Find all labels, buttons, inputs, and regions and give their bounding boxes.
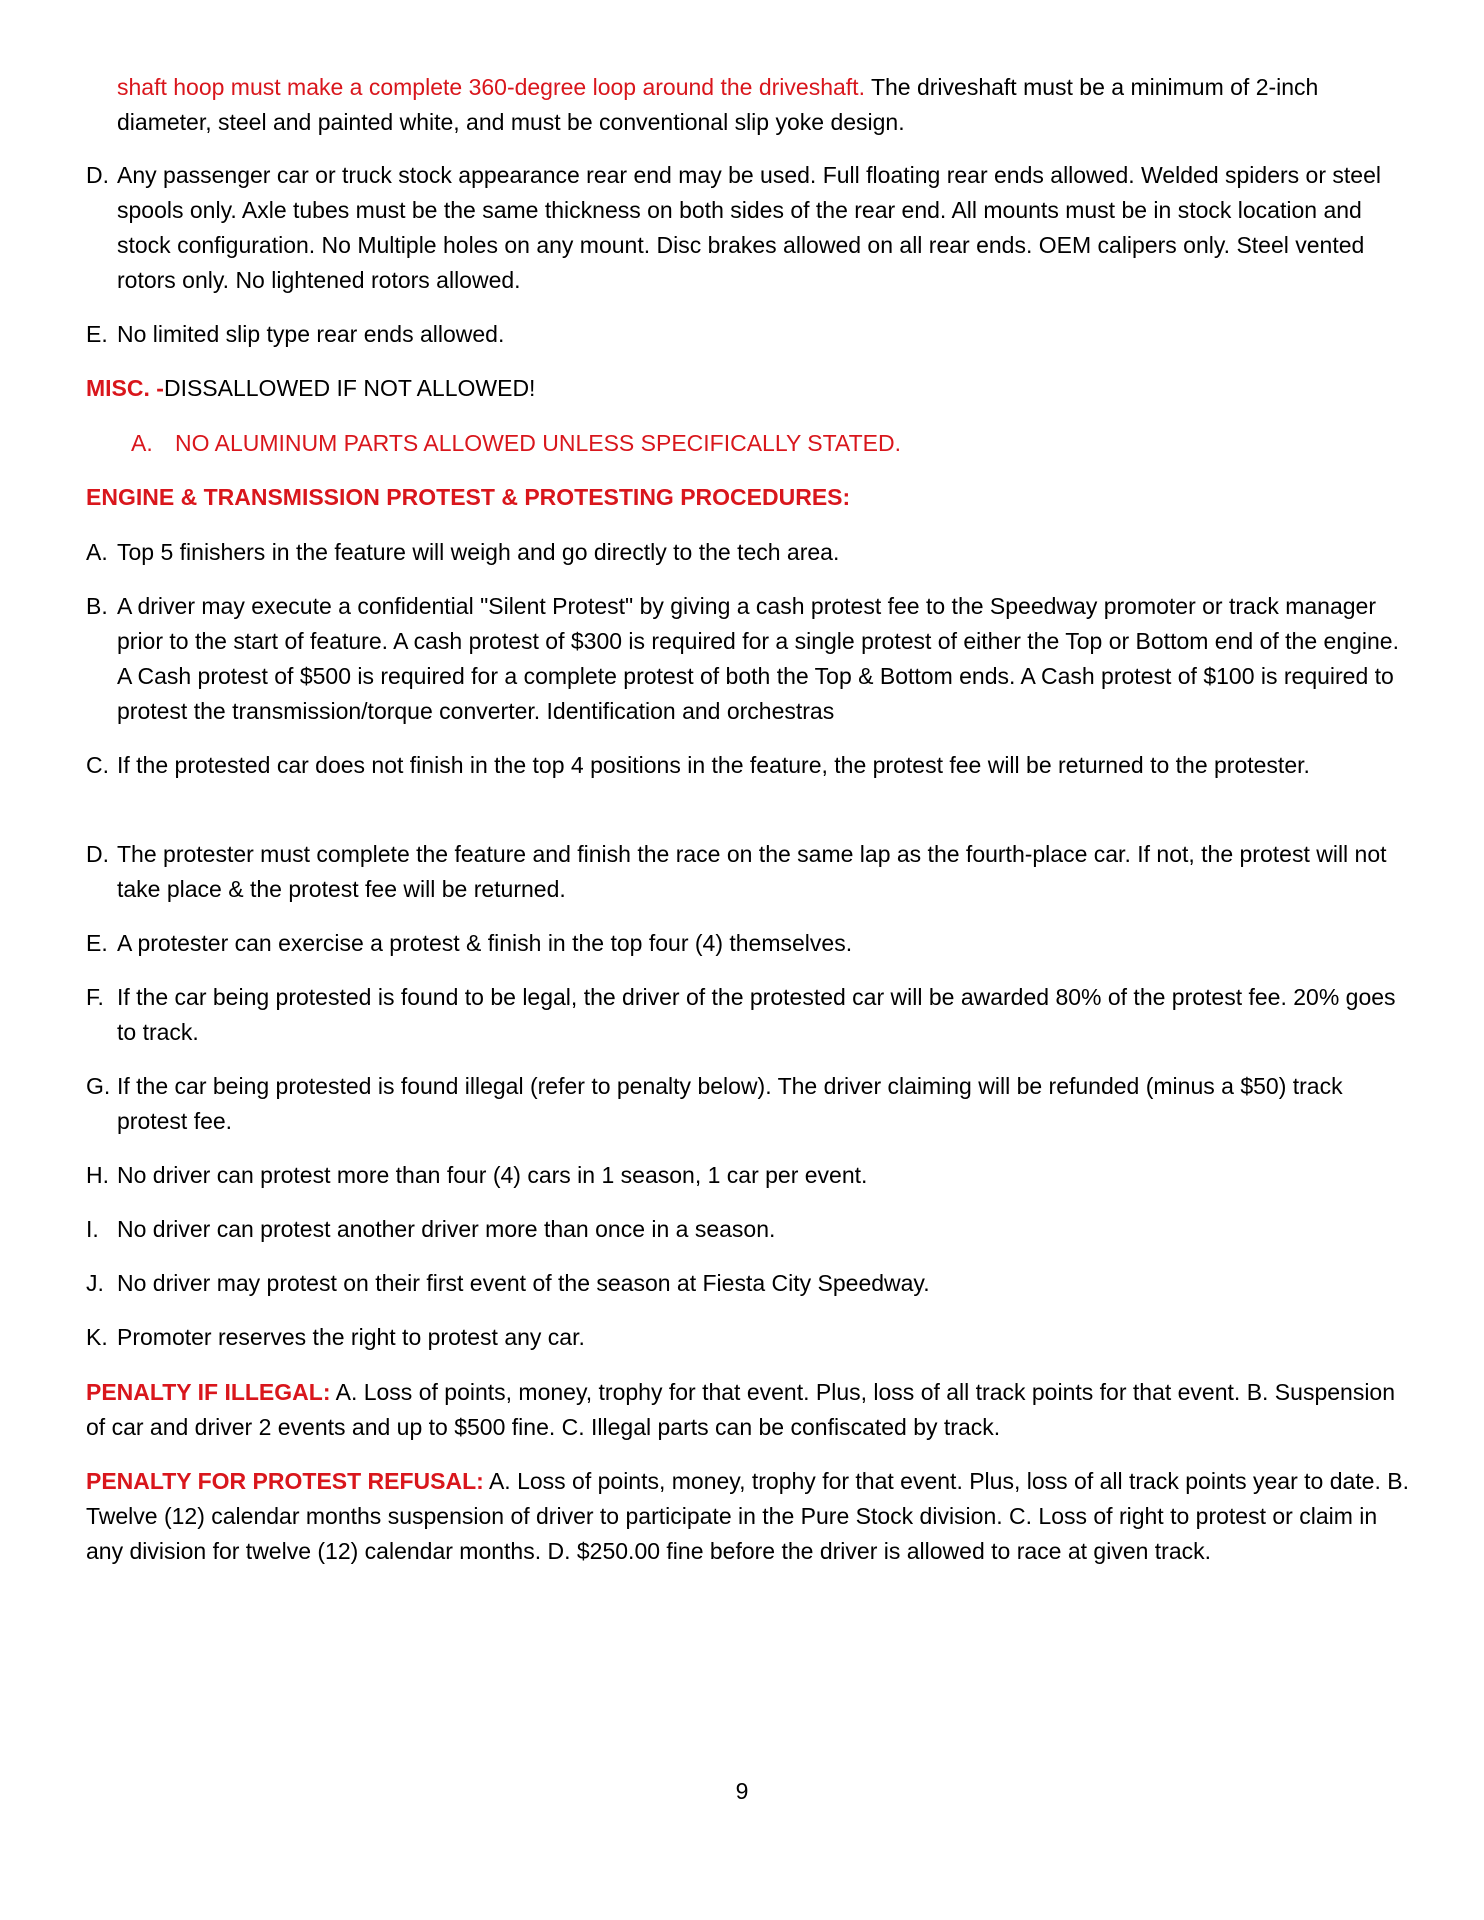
item-text: A driver may execute a confidential "Silent Protest" by giving a cash protest fee to the Speedway promoter or track manager prior to the start of feature. A cash protest of $300 is required for a single protest of either the Top or Bottom end of the engine. A Cash protest of $500 is required for a complete protest of both the Top & Bottom ends. A Cash protest of $100 is required to protest the transmission/torque converter. Identification and orchestras — [117, 593, 1399, 724]
item-text: The protester must complete the feature and finish the race on the same lap as the fourth-place car. If not, the protest will not take place & the protest fee will be returned. — [117, 841, 1387, 902]
protest-item-i — [86, 1212, 1406, 1247]
item-letter: B. — [86, 593, 108, 619]
protest-item-j — [86, 1266, 1406, 1301]
item-text: Promoter reserves the right to protest any car. — [117, 1324, 585, 1350]
item-text: If the protested car does not finish in the top 4 positions in the feature, the protest fee will be returned to the protester. — [117, 752, 1310, 778]
item-letter: E. — [86, 321, 108, 347]
item-letter: A. — [86, 539, 108, 565]
item-text: A protester can exercise a protest & finish in the top four (4) themselves. — [117, 930, 853, 956]
rear-end-item-d — [86, 158, 1406, 298]
item-text: If the car being protested is found illegal (refer to penalty below). The driver claiming will be refunded (minus a $50) track protest fee. — [117, 1073, 1343, 1134]
item-letter: G. — [86, 1073, 111, 1099]
item-letter: E. — [86, 930, 108, 956]
penalty-illegal-paragraph — [86, 1375, 1416, 1445]
item-letter: H. — [86, 1162, 109, 1188]
protest-item-h — [86, 1158, 1406, 1193]
item-text: No driver may protest on their first event of the season at Fiesta City Speedway. — [117, 1270, 930, 1296]
item-text: If the car being protested is found to be legal, the driver of the protested car will be awarded 80% of the protest fee. 20% goes to track. — [117, 984, 1396, 1045]
protest-item-c — [86, 748, 1406, 783]
misc-sub-item — [131, 426, 1331, 461]
item-text: Top 5 finishers in the feature will weigh and go directly to the tech area. — [117, 539, 840, 565]
protest-item-g — [86, 1069, 1406, 1139]
protest-item-f — [86, 980, 1406, 1050]
misc-heading — [86, 371, 1406, 406]
misc-sub-text: NO ALUMINUM PARTS ALLOWED UNLESS SPECIFICALLY STATED. — [175, 430, 901, 456]
protest-item-b — [86, 589, 1406, 729]
protest-item-e — [86, 926, 1406, 961]
item-text: No driver can protest another driver more than once in a season. — [117, 1216, 776, 1242]
misc-label: MISC. - — [86, 375, 164, 401]
page-number: 9 — [735, 1778, 749, 1804]
protest-item-k — [86, 1320, 1406, 1355]
protest-heading: ENGINE & TRANSMISSION PROTEST & PROTESTING PROCEDURES: — [86, 484, 851, 510]
item-text: No driver can protest more than four (4) cars in 1 season, 1 car per event. — [117, 1162, 868, 1188]
penalty-illegal-label: PENALTY IF ILLEGAL: — [86, 1379, 331, 1405]
continuation-paragraph — [117, 70, 1377, 140]
item-letter: K. — [86, 1324, 108, 1350]
protest-item-a — [86, 535, 1406, 570]
item-letter: J. — [86, 1270, 104, 1296]
continuation-red-text: shaft hoop must make a complete 360-degree loop around the driveshaft. — [117, 74, 865, 100]
penalty-refusal-text: A. Loss of points, money, trophy for that event. Plus, loss of all track points year to date. B. Twelve (12) calendar months suspension of driver to participate in the Pure Stock division. C. Loss of right to protest or claim in any division for twelve (12) calendar months. D. $250.00 fine before the driver is allowed to race at given track. — [86, 1468, 1409, 1564]
item-text: Any passenger car or truck stock appearance rear end may be used. Full floating rear ends allowed. Welded spiders or steel spools only. Axle tubes must be the same thickness on both sides of the rear end. All mounts must be in stock location and stock configuration. No Multiple holes on any mount. Disc brakes allowed on all rear ends. OEM calipers only. Steel vented rotors only. No lightened rotors allowed. — [117, 162, 1381, 293]
penalty-refusal-label: PENALTY FOR PROTEST REFUSAL: — [86, 1468, 484, 1494]
continuation-text: The driveshaft must be a minimum of 2-inch diameter, steel and painted white, and must be conventional slip yoke design. — [117, 74, 1319, 135]
item-letter: C. — [86, 752, 109, 778]
protest-item-d — [86, 837, 1406, 907]
penalty-illegal-text: A. Loss of points, money, trophy for that event. Plus, loss of all track points for that event. B. Suspension of car and driver 2 events and up to $500 fine. C. Illegal parts can be confiscated by track. — [86, 1379, 1396, 1440]
penalty-refusal-paragraph — [86, 1464, 1416, 1569]
item-letter: F. — [86, 984, 104, 1010]
item-letter: I. — [86, 1216, 99, 1242]
misc-text: DISSALLOWED IF NOT ALLOWED! — [163, 375, 536, 401]
item-letter: D. — [86, 162, 109, 188]
misc-sub-letter: A. — [131, 430, 153, 456]
rear-end-item-e — [86, 317, 1406, 352]
item-text: No limited slip type rear ends allowed. — [117, 321, 505, 347]
item-letter: D. — [86, 841, 109, 867]
